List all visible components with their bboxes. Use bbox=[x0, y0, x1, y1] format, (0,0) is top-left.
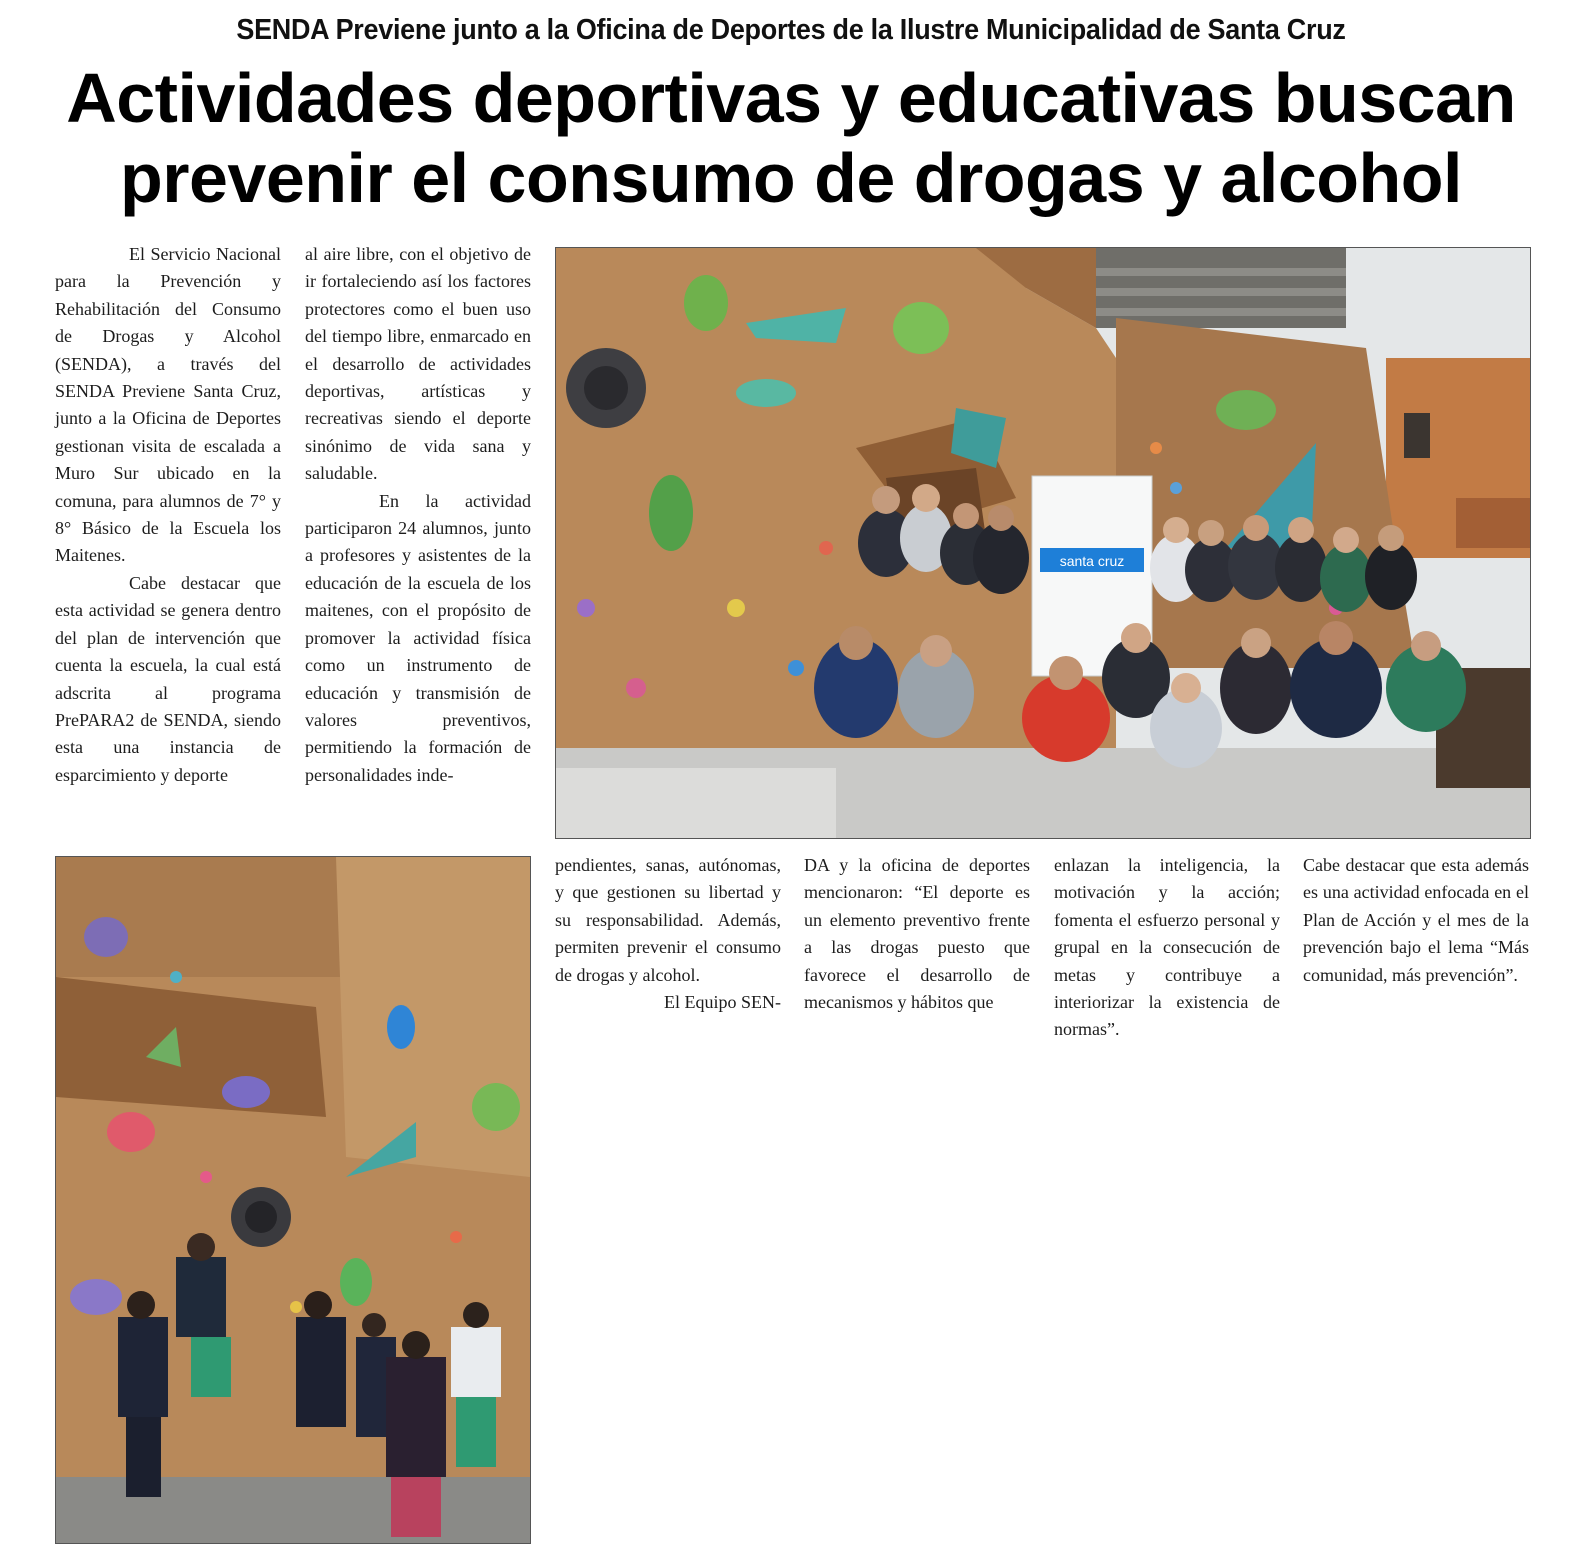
article-column-6 bbox=[1303, 852, 1529, 989]
kicker: SENDA Previene junto a la Oficina de Deportes de la Ilustre Municipalidad de Santa Cruz bbox=[236, 14, 1346, 46]
article-column-4 bbox=[804, 852, 1030, 1016]
paragraph: enlazan la inteligencia, la motivación y la acción; fomenta el esfuerzo personal y grupal en la consecución de metas y contribuye a interiorizar la existencia de normas”. bbox=[1054, 855, 1280, 1040]
group-photo bbox=[555, 247, 1531, 839]
paragraph: DA y la oficina de deportes mencionaron: “El deporte es un elemento preventivo frente a las drogas puesto que favorece el desarrollo de mecanismos y hábitos que bbox=[804, 855, 1030, 1013]
banner-text: santa cruz bbox=[1059, 553, 1125, 569]
group-photo-illustration bbox=[556, 248, 1530, 838]
paragraph: Cabe destacar que esta actividad se genera dentro del plan de intervención que cuenta la escuela, la cual está adscrita al programa PrePARA2 de SENDA, siendo esta una instancia de esparcimiento y deporte bbox=[55, 572, 281, 785]
article-column-3 bbox=[555, 852, 781, 1016]
paragraph: El Equipo SEN- bbox=[664, 992, 781, 1013]
article-column-5 bbox=[1054, 852, 1280, 1044]
climbing-photo bbox=[55, 856, 531, 1544]
paragraph: pendientes, sanas, autónomas, y que gestionen su libertad y su responsabilidad. Además, permiten prevenir el consumo de drogas y alcohol. bbox=[555, 855, 781, 985]
paragraph: El Servicio Nacional para la Prevención y Rehabilitación del Consumo de Drogas y Alcohol (SENDA), a través del SENDA Previene Santa Cruz, junto a la Oficina de Deportes gestionan visita de escalada a Muro Sur ubicado en la comuna, para alumnos de 7° y 8° Básico de la Escuela los Maitenes. bbox=[55, 244, 281, 566]
climbing-photo-illustration bbox=[56, 857, 530, 1543]
article-column-2 bbox=[305, 241, 531, 789]
article-column-1 bbox=[55, 241, 281, 789]
paragraph: En la actividad participaron 24 alumnos, junto a profesores y asistentes de la educación de la escuela de los maitenes, con el propósito de promover la actividad física como un instrumento de educación y transmisión de valores preventivos, permitiendo la formación de personalidades inde- bbox=[305, 490, 531, 785]
paragraph: Cabe destacar que esta además es una actividad enfocada en el Plan de Acción y el mes de la prevención bajo el lema “Más comunidad, más prevención”. bbox=[1303, 855, 1529, 985]
headline: Actividades deportivas y educativas buscan prevenir el consumo de drogas y alcohol bbox=[66, 59, 1516, 217]
paragraph: al aire libre, con el objetivo de ir fortaleciendo así los factores protectores como el buen uso del tiempo libre, enmarcado en el desarrollo de actividades deportivas, artísticas y recreativas siendo el deporte sinónimo de vida sana y saludable. bbox=[305, 244, 531, 484]
